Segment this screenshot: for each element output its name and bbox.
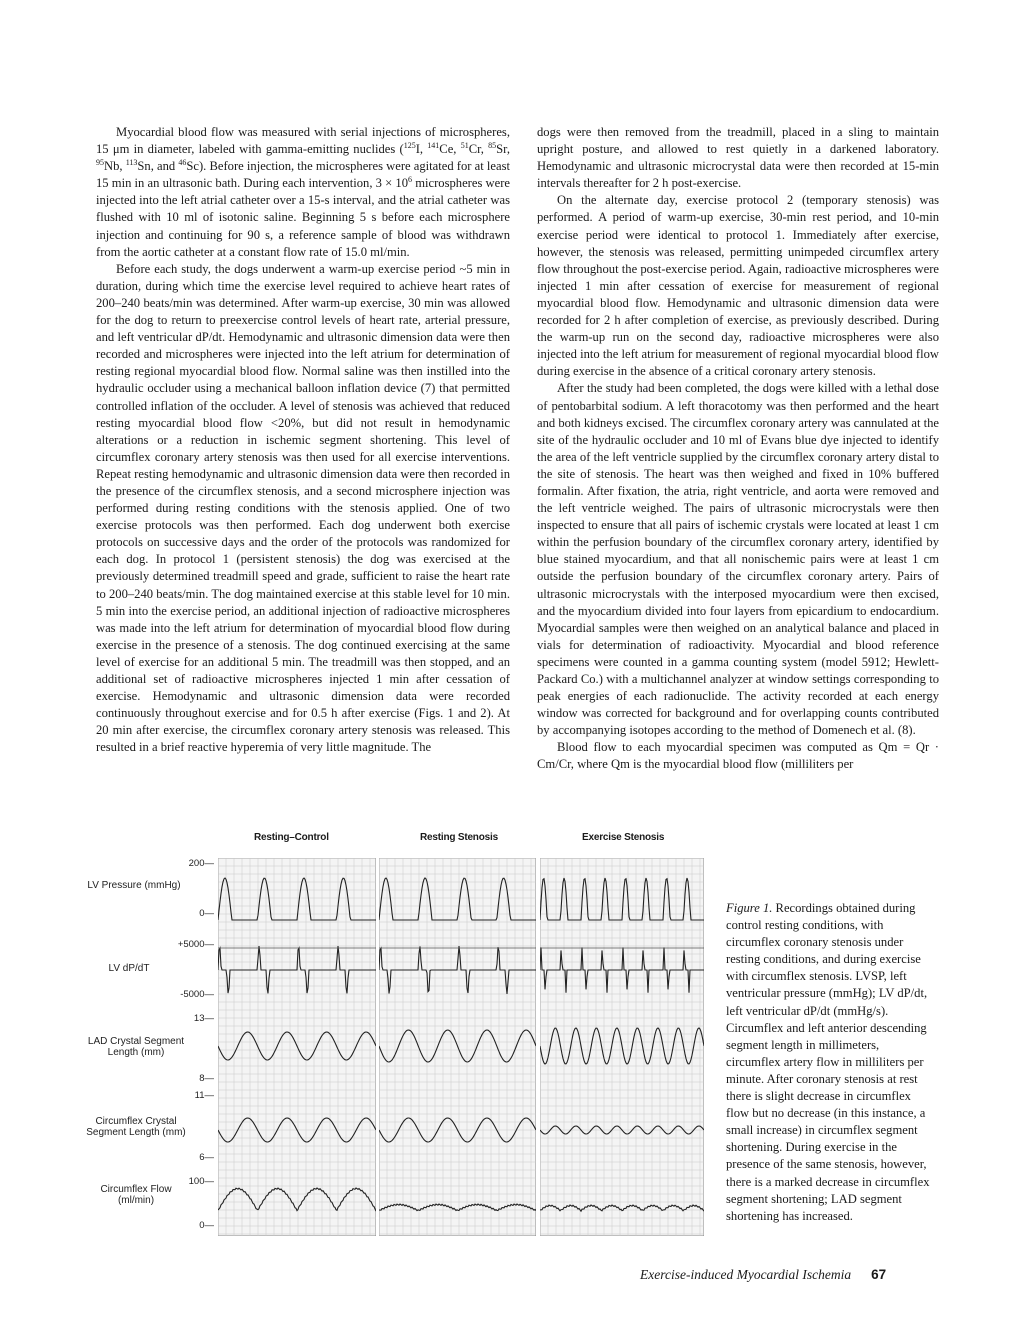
- paragraph-continuation: dogs were then removed from the treadmill, placed in a sling to maintain upright posture, and allowed to rest quietly in a darkened laboratory. Hemodynamic and ultrasonic microcrystal data were then recorded at 15-min intervals thereafter for 2 h post-exercise.: [537, 125, 939, 191]
- running-title: Exercise-induced Myocardial Ischemia: [640, 1267, 852, 1282]
- tick-cx-6: 6—: [199, 1152, 214, 1163]
- paragraph-protocol: Before each study, the dogs underwent a warm-up exercise period ~5 min in duration, during which time the exercise level required to achieve heart rates of 200–240 beats/min was determined. After warm-up exercise, 30 min was allowed for the dog to return to preexercise control levels of heart rate, arterial pressure, and left ventricular dP/dt. Hemodynamic and ultrasonic dimension data were then recorded and microspheres were injected into the left atrium for determination of resting regional myocardial blood flow. Normal saline was then instilled into the hydraulic occluder using a mechanical balloon inflation device (7) that permitted controlled inflation of the occluder. A level of stenosis was achieved that reduced resting myocardial blood flow <20%, but did not result in hemodynamic alterations or a reduction in ischemic segment shortening. This level of circumflex coronary artery stenosis was then used for all exercise interventions. Repeat resting hemodynamic and ultrasonic dimension data were then recorded in the presence of the circumflex stenosis, and a second microsphere injection was performed during resting conditions with the stenosis applied. One of two exercise protocols was then performed. Each dog underwent both exercise protocols on successive days and the order of the protocols was randomized for each dog. In protocol 1 (persistent stenosis) the dog was exercised at the previously determined treadmill speed and grade, sufficient to raise the heart rate to 200–240 beats/min. The dog maintained exercise at this stable level for 10 min. 5 min into the exercise period, an additional injection of radioactive microspheres was made into the left atrium for determination of myocardial blood flow during exercise in the presence of a stenosis. The dog continued exercising at the same level of exercise for an additional 5 min. The treadmill was then stopped, and an additional set of radioactive microspheres injected 1 min after cessation of exercise. Hemodynamic and ultrasonic dimension data were recorded continuously throughout exercise and for 0.5 h after exercise (Figs. 1 and 2). At 20 min after exercise, the circumflex coronary artery stenosis was released. This resulted in a brief reactive hyperemia of very little magnitude. The: [96, 261, 510, 755]
- tick-dpdt-minus: -5000—: [180, 989, 214, 1000]
- tick-lad-13: 13—: [193, 1013, 214, 1024]
- label-circumflex-crystal: Circumflex Crystal Segment Length (mm): [86, 1116, 186, 1138]
- right-column: [537, 124, 939, 774]
- label-lad-crystal: LAD Crystal Segment Length (mm): [87, 1036, 185, 1058]
- page-number: 67: [871, 1267, 887, 1282]
- tick-dpdt-plus: +5000—: [177, 939, 214, 950]
- tick-lad-8: 8—: [199, 1073, 214, 1084]
- figure-1: [84, 828, 714, 1240]
- figure-1-caption: [726, 900, 936, 1225]
- paragraph-protocol-2: On the alternate day, exercise protocol 2 (temporary stenosis) was performed. A period of warm-up exercise, 30-min rest period, and 10-min exercise period were identical to protocol 1. Immediately after exercise, however, the stenosis was released, permitting unimpeded circumflex artery flow throughout the post-exercise period. Again, radioactive microspheres were injected 1 min after cessation of exercise for measurement of regional myocardial blood flow. Hemodynamic and ultrasonic dimension data were recorded for 2 h after completion of exercise, as previously described. During the warm-up run on the second day, radioactive microspheres were also injected into the left atrium for measurement of regional myocardial blood flow during exercise in the absence of a critical coronary artery stenosis.: [537, 193, 939, 379]
- tick-cx-11: 11—: [194, 1090, 214, 1101]
- tick-lvp-200: 200—: [188, 858, 214, 869]
- label-circumflex-flow: Circumflex Flow (ml/min): [100, 1184, 172, 1206]
- paragraph-microspheres: Myocardial blood flow was measured with serial injections of microspheres, 15 μm in diameter, labeled with gamma-emitting nuclides ($^{125}$I, $^{141}$Ce, $^{51}$Cr, $^{85}$Sr, $^{95}$Nb, $^{113}$Sn, and $^{46}$Sc). Before injection, the microspheres were agitated for at least 15 min in an ultrasonic bath. During each intervention, $3 \times 10^6$ microspheres were injected into the left atrial catheter over a 15-s interval, and the atrial catheter was flushed with 10 ml of isotonic saline. Beginning 5 s before each microsphere injection and continuing for 90 s, a reference sample of blood was withdrawn from the aortic catheter at a constant flow rate of 15.0 ml/min.: [96, 125, 511, 259]
- tick-lvp-0: 0—: [199, 908, 214, 919]
- tick-flow-0: 0—: [199, 1220, 214, 1231]
- panel-title-resting-stenosis: Resting Stenosis: [420, 832, 498, 843]
- tick-flow-100: 100—: [188, 1176, 214, 1187]
- caption-text: Recordings obtained during control resting conditions, with circumflex coronary stenosis under resting conditions, and during exercise with circumflex stenosis. LVSP, left ventricular pressure (mmHg); LV dP/dt, left ventricular dP/dt (mmHg/s). Circumflex and left anterior descending segment length in millimeters, circumflex artery flow in milliliters per minute. After coronary stenosis at rest there is slight decrease in circumflex flow but no decrease (in this instance, a small increase) in circumflex segment shortening. During exercise in the presence of the same stenosis, however, there is a marked decrease in circumflex segment shortening; LAD segment shortening has increased.: [726, 901, 930, 1223]
- left-column: [96, 124, 510, 756]
- page-footer: [640, 1267, 886, 1283]
- recording-resting-control: [218, 858, 376, 1236]
- paragraph-blood-flow-formula: Blood flow to each myocardial specimen was computed as Qm = Qr · Cm/Cr, where Qm is the myocardial blood flow (milliliters per: [537, 740, 939, 772]
- panel-title-resting-control: Resting–Control: [254, 832, 329, 843]
- label-lv-dpdt: LV dP/dT: [108, 963, 150, 974]
- label-lv-pressure: LV Pressure (mmHg): [87, 880, 181, 891]
- panel-title-exercise-stenosis: Exercise Stenosis: [582, 832, 665, 843]
- paragraph-postmortem: After the study had been completed, the dogs were killed with a lethal dose of pentobarbital sodium. A left thoracotomy was then performed and the heart and both kidneys excised. The circumflex coronary artery was cannulated at the site of the hydraulic occluder and 10 ml of Evans blue dye injected to identify the area of the left ventricle supplied by the circumflex coronary artery distal to the site of stenosis. The heart was then weighed and fixed in 10% buffered formalin. After fixation, the atria, right ventricle, and aorta were removed and the left ventricle weighed. The pairs of ultrasonic microcrystals were then inspected to ensure that all pairs of ischemic crystals were located at least 1 cm within the perfusion boundary of the circumflex coronary artery, identified by blue stained myocardium, and that all nonischemic pairs were at least 1 cm outside the perfusion boundary of the circumflex coronary artery. Pairs of ultrasonic microcrystals with the interposed myocardium were then excised, and the myocardium divided into four layers from epicardium to endocardium. Myocardial samples were then weighed on an analytical balance and placed in vials for determination of radioactivity. Myocardial and blood reference specimens were counted in a gamma counting system (model 5912; Hewlett-Packard Co.) with a multichannel analyzer at window settings corresponding to peak energies of each radionuclide. The activity recorded at each energy window was corrected for background and for overlapping counts contributed by accompanying isotopes according to the method of Domenech et al. (8).: [537, 381, 939, 738]
- recording-resting-stenosis: [379, 858, 536, 1236]
- recording-exercise-stenosis: [540, 858, 704, 1236]
- caption-label: Figure 1.: [726, 901, 773, 915]
